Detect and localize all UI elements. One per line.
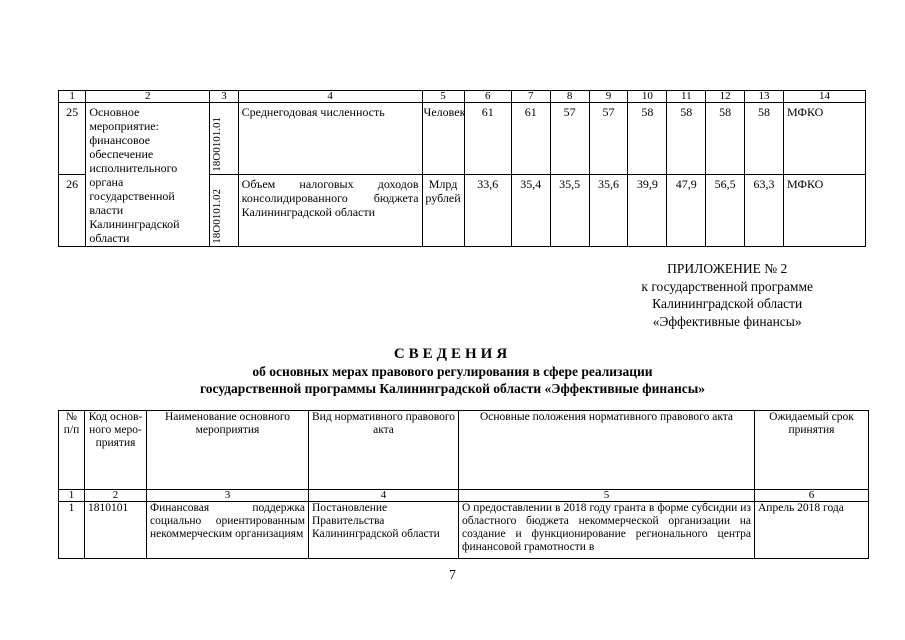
value-cell: 47,9 [667,175,706,247]
unit: Млрд рублей [422,175,464,247]
value-cell: 57 [589,103,628,175]
header-name: Наименование основного мероприятия [147,411,309,490]
column-number-row [59,490,869,502]
value-cell: 58 [706,103,745,175]
col-num: 4 [309,490,459,502]
indicators-table [58,90,866,247]
table-row [59,103,866,175]
value-cell: 61 [464,103,511,175]
act-provisions: О предоставлении в 2018 году гранта в форме субсидии из областного бюджета некоммерческой организации на создание и функционирование регионального центра финансовой грамотности в [459,502,755,559]
col-num: 10 [628,91,667,103]
value-cell: 35,6 [589,175,628,247]
appendix-number: ПРИЛОЖЕНИЕ № 2 [667,261,788,276]
row-number: 25 [59,103,86,175]
measure-name: Основное мероприятие: финансовое обеспечение исполнительного органа государственной власти Калининградской области [86,103,210,247]
appendix-heading [641,260,813,330]
title-line: государственной программы Калининградской области «Эффективные финансы» [199,381,706,396]
col-num: 13 [745,91,784,103]
col-num: 3 [147,490,309,502]
indicator-name: Объем налоговых доходов консолидированного бюджета Калининградской области [238,175,422,247]
col-num: 9 [589,91,628,103]
executor: МФКО [783,175,865,247]
col-num: 5 [422,91,464,103]
document-title [0,345,905,397]
value-cell: 39,9 [628,175,667,247]
col-num: 3 [210,91,238,103]
row-number: 26 [59,175,86,247]
col-num: 4 [238,91,422,103]
indicator-name: Среднегодовая численность [238,103,422,175]
col-num: 11 [667,91,706,103]
col-num: 12 [706,91,745,103]
col-num: 1 [59,490,85,502]
value-cell: 56,5 [706,175,745,247]
header-code: Код основ-ного меро-приятия [85,411,147,490]
column-number-row [59,91,866,103]
deadline: Апрель 2018 года [755,502,869,559]
page-number: 7 [449,567,456,582]
value-cell: 33,6 [464,175,511,247]
col-num: 6 [755,490,869,502]
header-row [59,411,869,490]
appendix-line: к государственной программе [641,278,813,294]
appendix-line: Калининградской области [652,296,803,311]
value-cell: 63,3 [745,175,784,247]
col-num: 1 [59,91,86,103]
measure-code: 18О0101.02 [211,189,224,244]
col-num: 8 [550,91,589,103]
header-provisions: Основные положения нормативного правового акта [459,411,755,490]
col-num: 2 [86,91,210,103]
table-row [59,502,869,559]
value-cell: 58 [745,103,784,175]
measure-code: 1810101 [85,502,147,559]
value-cell: 35,5 [550,175,589,247]
value-cell: 58 [667,103,706,175]
measure-code: 18О0101.01 [211,117,224,172]
row-number: 1 [59,502,85,559]
header-num: № п/п [59,411,85,490]
title-line: об основных мерах правового регулирования в сфере реализации [252,364,653,379]
col-num: 7 [511,91,550,103]
unit: Человек [422,103,464,175]
header-type: Вид нормативного правового акта [309,411,459,490]
value-cell: 58 [628,103,667,175]
col-num: 6 [464,91,511,103]
value-cell: 61 [511,103,550,175]
act-type: Постановление Правительства Калининградской области [309,502,459,559]
header-deadline: Ожидаемый срок принятия [755,411,869,490]
col-num: 5 [459,490,755,502]
executor: МФКО [783,103,865,175]
col-num: 2 [85,490,147,502]
col-num: 14 [783,91,865,103]
measure-name: Финансовая поддержка социально ориентированным некоммерческим организациям [147,502,309,559]
value-cell: 35,4 [511,175,550,247]
title-main: СВЕДЕНИЯ [393,346,512,362]
legal-measures-table [58,410,869,559]
value-cell: 57 [550,103,589,175]
appendix-line: «Эффективные финансы» [652,313,802,329]
